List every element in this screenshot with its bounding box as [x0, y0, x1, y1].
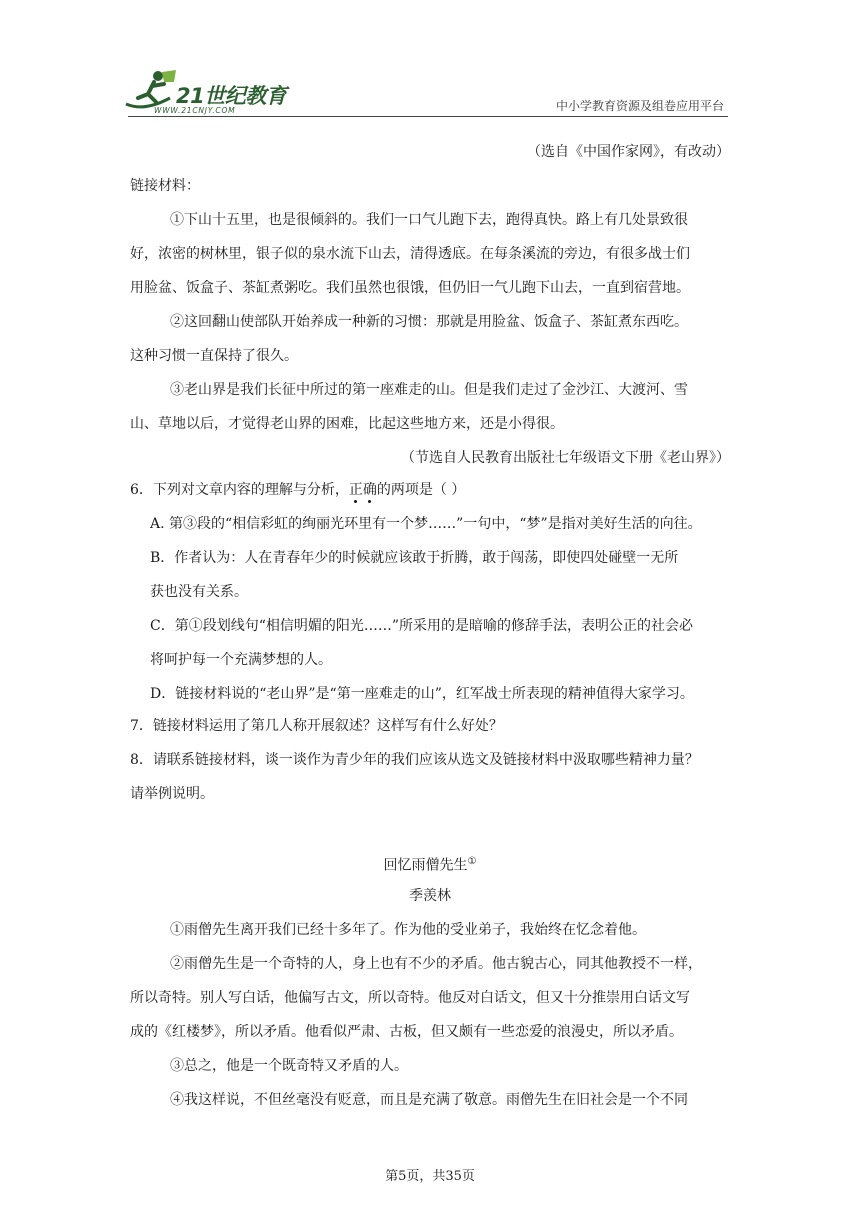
article-paragraph-2-line-3: 成的《红楼梦》，所以矛盾。他看似严肃、古板，但又颇有一些恋爱的浪漫史，所以矛盾。 [130, 1024, 683, 1040]
page-number: 第5页，共35页 [385, 1169, 475, 1184]
question-7: 7．链接材料运用了第几人称开展叙述？这样写有什么好处？ [130, 718, 503, 734]
question-8: 8．请联系链接材料，谈一谈作为青少年的我们应该从选文及链接材料中汲取哪些精神力量？ [130, 752, 699, 768]
material-paragraph-3: ③老山界是我们长征中所过的第一座难走的山。但是我们走过了金沙江、大渡河、雪 [170, 382, 688, 398]
source-citation: （选自《中国作家网》，有改动） [527, 144, 730, 160]
footnote-marker: ① [467, 856, 477, 867]
option-b: B．作者认为：人在青春年少的时候就应该敢于折腾，敢于闯荡，即使四处碰壁一无所 [150, 550, 679, 566]
logo-url: WWW.21CNJY.COM [154, 106, 236, 115]
header-divider [128, 116, 728, 117]
option-a: A. 第③段的“相信彩虹的绚丽光环里有一个梦……”一句中，“梦”是指对美好生活的向往。 [150, 516, 702, 532]
platform-name: 中小学教育资源及组卷应用平台 [555, 99, 724, 113]
material-paragraph-3-line-2: 山、草地以后，才觉得老山界的困难，比起这些地方来，还是小得很。 [130, 416, 564, 432]
site-logo[interactable] [124, 68, 294, 116]
link-material-label: 链接材料： [130, 178, 200, 194]
article-author: 季羡林 [409, 888, 451, 904]
emphasis-char: 确 [362, 482, 377, 498]
question-8-line-2: 请举例说明。 [130, 786, 214, 802]
material-paragraph-2: ②这回翻山使部队开始养成一种新的习惯：那就是用脸盆、饭盒子、茶缸煮东西吃。 [170, 314, 688, 330]
logo-text: 21世纪教育 [176, 84, 287, 108]
material-paragraph-1-line-3: 用脸盆、饭盒子、茶缸煮粥吃。我们虽然也很饿，但仍旧一气儿跑下山去，一直到宿营地。 [130, 280, 690, 296]
article-paragraph-1: ①雨僧先生离开我们已经十多年了。作为他的受业弟子，我始终在忆念着他。 [170, 922, 646, 938]
article-paragraph-4: ④我这样说，不但丝毫没有贬意，而且是充满了敬意。雨僧先生在旧社会是一个不同 [170, 1092, 688, 1108]
question-6 [130, 480, 465, 500]
question-6-stem: 6．下列对文章内容的理解与分析， [130, 482, 349, 498]
excerpt-citation: （节选自人民教育出版社七年级语文下册《老山界》） [401, 450, 730, 466]
question-6-tail: 的两项是（ ） [376, 482, 466, 498]
option-c: C．第①段划线句“相信明媚的阳光……”所采用的是暗喻的修辞手法，表明公正的社会必 [150, 618, 694, 634]
option-d: D．链接材料说的“老山界”是“第一座难走的山”，红军战士所表现的精神值得大家学习。 [150, 686, 694, 702]
article-title-text: 回忆雨僧先生 [383, 857, 468, 874]
article-paragraph-2: ②雨僧先生是一个奇特的人，身上也有不少的矛盾。他古貌古心，同其他教授不一样， [170, 956, 702, 972]
material-paragraph-2-line-2: 这种习惯一直保持了很久。 [130, 348, 298, 364]
material-paragraph-1: ①下山十五里，也是很倾斜的。我们一口气儿跑下去，跑得真快。路上有几处景致很 [170, 212, 688, 228]
material-paragraph-1-line-2: 好，浓密的树林里，银子似的泉水流下山去，清得透底。在每条溪流的旁边，有很多战士们 [130, 246, 690, 262]
article-paragraph-3: ③总之，他是一个既奇特又矛盾的人。 [170, 1058, 408, 1074]
emphasis-char: 正 [348, 482, 363, 498]
article-paragraph-2-line-2: 所以奇特。别人写白话，他偏写古文，所以奇特。他反对白话文，但又十分推崇用白话文写 [130, 990, 690, 1006]
article-title [130, 852, 730, 876]
page-header [0, 0, 860, 120]
option-b-line-2: 获也没有关系。 [150, 584, 248, 600]
option-c-line-2: 将呵护每一个充满梦想的人。 [150, 652, 332, 668]
